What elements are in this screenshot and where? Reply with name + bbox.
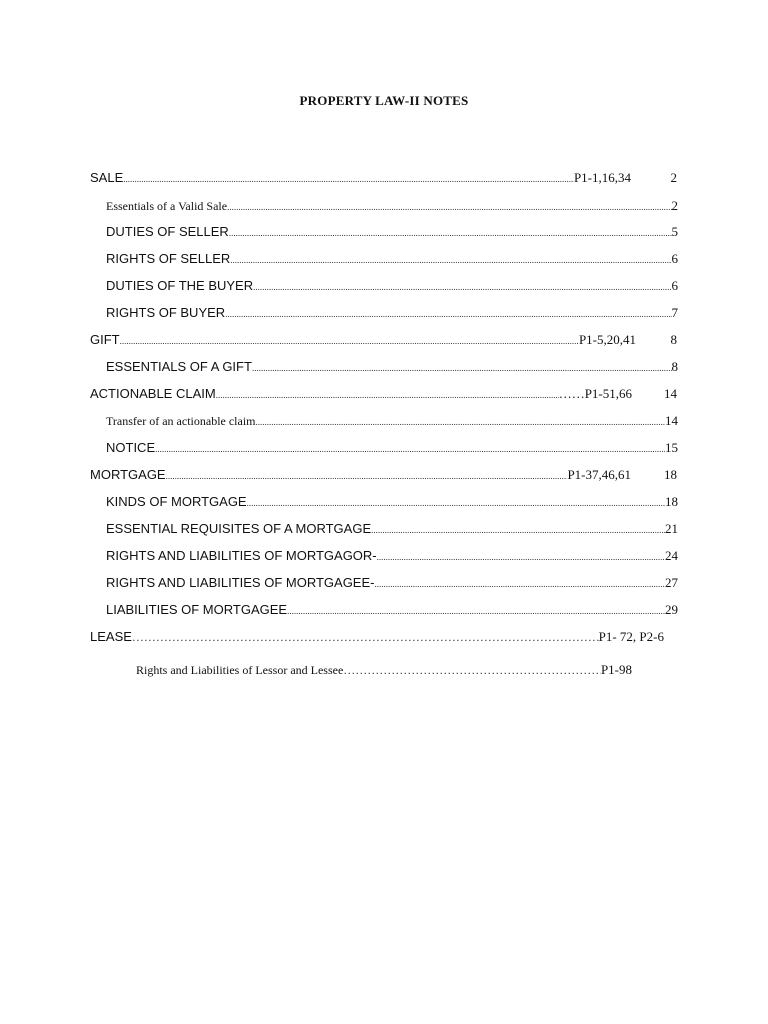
toc-entry-label: ACTIONABLE CLAIM	[90, 386, 216, 401]
dot-leader	[123, 174, 574, 184]
toc-entry-label: KINDS OF MORTGAGE	[106, 494, 247, 509]
toc-page-number: 14	[664, 386, 677, 401]
document-title: PROPERTY LAW-II NOTES	[299, 93, 469, 108]
toc-entry-label: DUTIES OF SELLER	[106, 224, 229, 239]
dot-leader	[377, 552, 665, 562]
toc-entry-label: DUTIES OF THE BUYER	[106, 278, 254, 293]
dot-leader	[256, 417, 665, 427]
toc-page-number: 2	[670, 170, 677, 185]
toc-page-number: 29	[665, 602, 678, 617]
toc-entry-label: NOTICE	[106, 440, 156, 455]
toc-entry-label: SALE	[90, 170, 124, 185]
toc-page-number: 8	[671, 359, 678, 374]
toc-entry-reference: ……P1-51,66	[558, 386, 632, 401]
toc-entry-reference: P1- 72, P2-6	[598, 629, 664, 644]
toc-entry-reference: P1-37,46,61	[567, 467, 631, 482]
toc-entry-transfer-actionable-claim[interactable]	[106, 413, 678, 429]
dot-leader	[227, 202, 671, 212]
toc-entry-liabilities-of-mortgagee[interactable]	[106, 602, 678, 618]
toc-entry-mortgage[interactable]	[90, 467, 631, 483]
toc-page-number: 27	[665, 575, 678, 590]
dot-leader	[132, 630, 599, 645]
dot-leader	[374, 579, 665, 589]
toc-page-number: 14	[665, 413, 678, 428]
toc-page-number: 5	[671, 224, 678, 239]
toc-entry-label: RIGHTS AND LIABILITIES OF MORTGAGEE-	[106, 575, 375, 590]
toc-page-number: 21	[665, 521, 678, 536]
dot-leader	[253, 282, 671, 292]
toc-entry-rights-of-seller[interactable]	[106, 251, 678, 267]
toc-entry-actionable-claim[interactable]	[90, 386, 632, 402]
toc-entry-rights-liabilities-lessor-lessee[interactable]	[136, 662, 632, 678]
dot-leader	[225, 309, 671, 319]
dot-leader	[230, 255, 671, 265]
toc-entry-label: RIGHTS OF SELLER	[106, 251, 231, 266]
toc-page-number: 6	[671, 278, 678, 293]
toc-page-number: 8	[670, 332, 677, 347]
toc-entry-label: ESSENTIALS OF A GIFT	[106, 359, 252, 374]
toc-entry-label: RIGHTS AND LIABILITIES OF MORTGAGOR-	[106, 548, 377, 563]
toc-entry-label: Transfer of an actionable claim	[106, 414, 256, 428]
toc-entry-label: LIABILITIES OF MORTGAGEE	[106, 602, 288, 617]
toc-page-number: 15	[665, 440, 678, 455]
toc-entry-sale[interactable]	[90, 170, 631, 186]
toc-entry-label: Rights and Liabilities of Lessor and Lessee	[136, 663, 344, 677]
toc-entry-label: Essentials of a Valid Sale	[106, 199, 228, 213]
toc-entry-reference: P1-1,16,34	[573, 170, 631, 185]
toc-entry-rights-of-buyer[interactable]	[106, 305, 678, 321]
toc-entry-label: MORTGAGE	[90, 467, 166, 482]
toc-entry-rights-liabilities-mortgagee[interactable]	[106, 575, 678, 591]
dot-leader	[343, 663, 601, 678]
toc-entry-label: ESSENTIAL REQUISITES OF A MORTGAGE	[106, 521, 372, 536]
toc-entry-duties-of-buyer[interactable]	[106, 278, 678, 294]
toc-page-number: 6	[671, 251, 678, 266]
dot-leader	[252, 363, 672, 373]
dot-leader	[216, 390, 559, 400]
dot-leader	[287, 606, 665, 616]
toc-entry-rights-liabilities-mortgagor[interactable]	[106, 548, 678, 564]
toc-page-number: 18	[664, 467, 677, 482]
toc-entry-label: LEASE	[90, 629, 132, 644]
toc-page-number: 18	[665, 494, 678, 509]
toc-page-number: 24	[665, 548, 678, 563]
toc-entry-label: GIFT	[90, 332, 120, 347]
toc-entry-reference: P1-98	[600, 662, 632, 677]
toc-entry-lease[interactable]	[90, 629, 664, 645]
toc-entry-kinds-of-mortgage[interactable]	[106, 494, 678, 510]
dot-leader	[247, 498, 665, 508]
dot-leader	[166, 471, 568, 481]
toc-page-number: 7	[671, 305, 678, 320]
toc-entry-gift[interactable]	[90, 332, 636, 348]
toc-entry-essentials-of-gift[interactable]	[106, 359, 678, 375]
toc-entry-label: RIGHTS OF BUYER	[106, 305, 226, 320]
toc-entry-duties-of-seller[interactable]	[106, 224, 678, 240]
dot-leader	[229, 228, 672, 238]
dot-leader	[155, 444, 665, 454]
toc-page-number: 2	[671, 198, 678, 213]
dot-leader	[371, 525, 665, 535]
toc-entry-notice[interactable]	[106, 440, 678, 456]
dot-leader	[120, 336, 579, 346]
toc-entry-essential-requisites-mortgage[interactable]	[106, 521, 678, 537]
toc-entry-essentials-valid-sale[interactable]	[106, 198, 678, 214]
toc-entry-reference: P1-5,20,41	[578, 332, 636, 347]
